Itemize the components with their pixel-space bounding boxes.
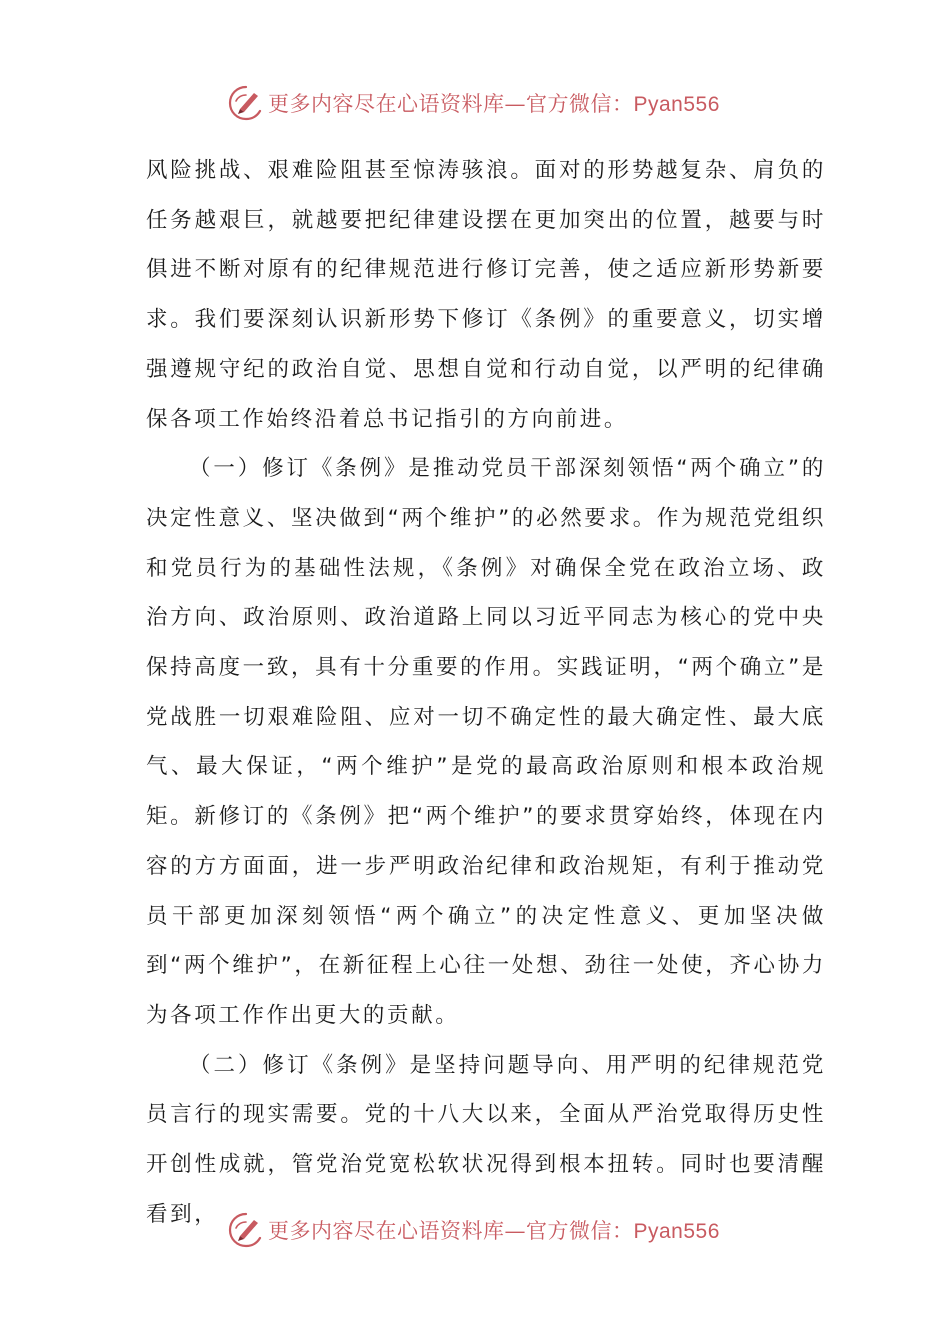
pen-logo-icon [226,1210,266,1250]
document-body [146,146,826,1239]
footer-banner-text [268,1215,720,1245]
footer-watermark-banner [226,1207,720,1253]
pen-logo-icon [226,83,266,123]
paragraph-section-1: （一）修订《条例》是推动党员干部深刻领悟“两个确立”的决定性意义、坚决做到“两个维护”的必然要求。作为规范党组织和党员行为的基础性法规，《条例》对确保全党在政治立场、政治方向、政治原则、政治道路上同以习近平同志为核心的党中央保持高度一致，具有十分重要的作用。实践证明，“两个确立”是党战胜一切艰难险阻、应对一切不确定性的最大确定性、最大底气、最大保证，“两个维护”是党的最高政治原则和根本政治规矩。新修订的《条例》把“两个维护”的要求贯穿始终，体现在内容的方方面面，进一步严明政治纪律和政治规矩，有利于推动党员干部更加深刻领悟“两个确立”的决定性意义、更加坚决做到“两个维护”，在新征程上心往一处想、劲往一处使，齐心协力为各项工作作出更大的贡献。 [146,456,826,1028]
header-banner-wechat-id: Pyan556 [633,93,720,116]
header-watermark-banner [226,80,720,126]
paragraph-section-2: （二）修订《条例》是坚持问题导向、用严明的纪律规范党员言行的现实需要。党的十八大以来，全面从严治党取得历史性开创性成就，管党治党宽松软状况得到根本扭转。同时也要清醒看到， [146,1052,826,1227]
paragraph-continuation: 风险挑战、艰难险阻甚至惊涛骇浪。面对的形势越复杂、肩负的任务越艰巨，就越要把纪律建设摆在更加突出的位置，越要与时俱进不断对原有的纪律规范进行修订完善，使之适应新形势新要求。我们要深刻认识新形势下修订《条例》的重要意义，切实增强遵规守纪的政治自觉、思想自觉和行动自觉，以严明的纪律确保各项工作始终沿着总书记指引的方向前进。 [146,158,826,432]
footer-banner-wechat-id: Pyan556 [633,1220,720,1243]
header-banner-wechat-label: 官方微信： [526,92,634,116]
header-banner-site: 更多内容尽在心语资料库— [268,92,526,116]
footer-banner-site: 更多内容尽在心语资料库— [268,1219,526,1243]
footer-banner-wechat-label: 官方微信： [526,1219,634,1243]
header-banner-text [268,88,720,118]
